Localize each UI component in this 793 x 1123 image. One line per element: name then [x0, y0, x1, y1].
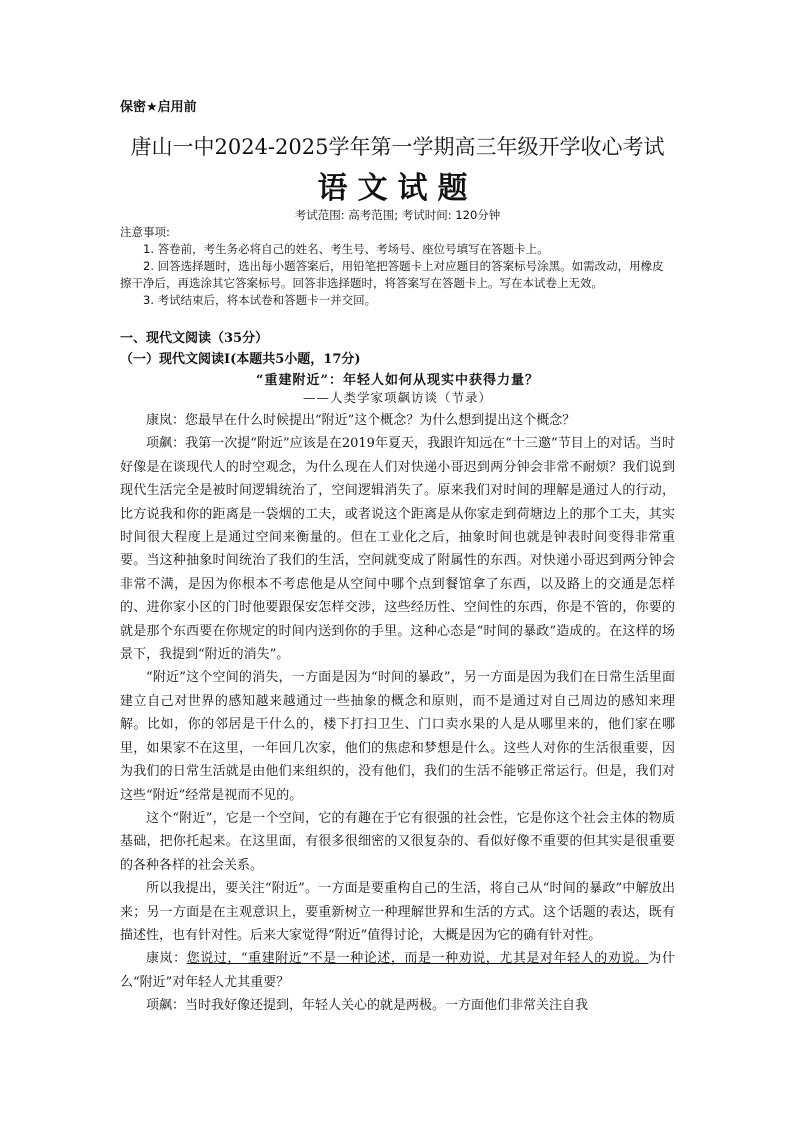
instruction-item: 1. 答卷前，考生务必将自己的姓名、考生号、考场号、座位号填写在答题卡上。 — [143, 242, 549, 256]
subsection-heading: （一）现代文阅读Ⅰ(本题共5小题，17分) — [120, 352, 361, 367]
paragraph — [120, 947, 675, 994]
instructions-heading: 注意事项: — [120, 225, 170, 239]
exam-title: 唐山一中2024-2025学年第一学期高三年级开学收心考试 — [130, 135, 665, 159]
exam-meta: 考试范围: 高考范围; 考试时间: 120分钟 — [294, 208, 501, 222]
article-subtitle: ——人类学家项飙访谈（节录） — [302, 390, 492, 405]
paragraph: 项飙：我第一次提“附近”应该是在2019年夏天，我跟许知远在“十三邀”节目上的对话。当时好像是在谈现代人的时空观念，为什么现在人们对快递小哥迟到两分钟会非常不耐烦？我们说到现代生活完全是被时间逻辑统治了，空间逻辑消失了。原来我们对时间的理解是通过人的行动，比方说我和你的距离是一袋烟的工夫，或者说这个距离是从你家走到荷塘边上的那个工夫，其实时间很大程度上是通过空间来衡量的。但在工业化之后，抽象时间也就是钟表时间变得非常重要。当这种抽象时间统治了我们的生活，空间就变成了附属性的东西。对快递小哥迟到两分钟会非常不满，是因为你根本不考虑他是从空间中哪个点到餐馆拿了东西，以及路上的交通是怎样的、进你家小区的门时他要跟保安怎样交涉，这些经历性、空间性的东西，你是不管的，你要的就是那个东西要在你规定的时间内送到你的手里。这种心态是“时间的暴政”造成的。在这样的场景下，我提到“附近的消失”。 — [120, 436, 675, 663]
section-heading: 一、现代文阅读（35分） — [120, 331, 269, 346]
article-body — [120, 409, 675, 1018]
question-text: 为什么“附近”对年轻人尤其重要？ — [120, 951, 675, 990]
paragraph: 这个“附近”，它是一个空间，它的有趣在于它有很强的社会性，它是你这个社会主体的物质基础，把你托起来。在这里面，有很多很细密的又很复杂的、看似好像不重要的但其实是很重要的各种各样的社会关系。 — [120, 810, 675, 873]
underlined-quote: 您说过，“重建附近”不是一种论述，而是一种劝说，尤其是对年轻人的劝说。 — [186, 951, 649, 967]
paragraph: 项飙：当时我好像还提到，年轻人关心的就是两极。一方面他们非常关注自我 — [146, 998, 589, 1014]
subject-title: 语文试题 — [317, 171, 478, 206]
paragraph: 所以我提出，要关注“附近”。一方面是要重构自己的生活，将自己从“时间的暴政”中解放出来；另一方面是在主观意识上，要重新树立一种理解世界和生活的方式。这个话题的表达，既有描述性，也有针对性。后来大家觉得“附近”值得讨论，大概是因为它的确有针对性。 — [120, 881, 675, 943]
article-title: “重建附近”：年轻人如何从现实中获得力量？ — [256, 373, 539, 388]
instruction-item: 3. 考试结束后，将本试卷和答题卡一并交回。 — [143, 293, 377, 307]
speaker-label: 康岚： — [146, 951, 187, 967]
confidential-label: 保密★启用前 — [120, 100, 197, 115]
instruction-item: 2. 回答选择题时，选出每小题答案后，用铅笔把答题卡上对应题目的答案标号涂黑。如需改动，用橡皮擦干净后，再选涂其它答案标号。回答非选择题时，将答案写在答题卡上。写在本试卷上无效。 — [120, 259, 664, 290]
paragraph: 康岚：您最早在什么时候提出“附近”这个概念？为什么想到提出这个概念？ — [146, 413, 576, 428]
instructions — [120, 224, 675, 309]
paragraph: “附近”这个空间的消失，一方面是因为“时间的暴政”，另一方面是因为我们在日常生活里面建立自己对世界的感知越来越通过一些抽象的概念和原则，而不是通过对自己周边的感知来理解。比如，你的邻居是干什么的，楼下打扫卫生、门口卖水果的人是从哪里来的，他们家在哪里，如果家不在这里，一年回几次家，他们的焦虑和梦想是什么。这些人对你的生活很重要，因为我们的日常生活就是由他们来组织的，没有他们，我们的生活不能够正常运行。但是，我们对这些“附近”经常是视而不见的。 — [120, 670, 675, 803]
